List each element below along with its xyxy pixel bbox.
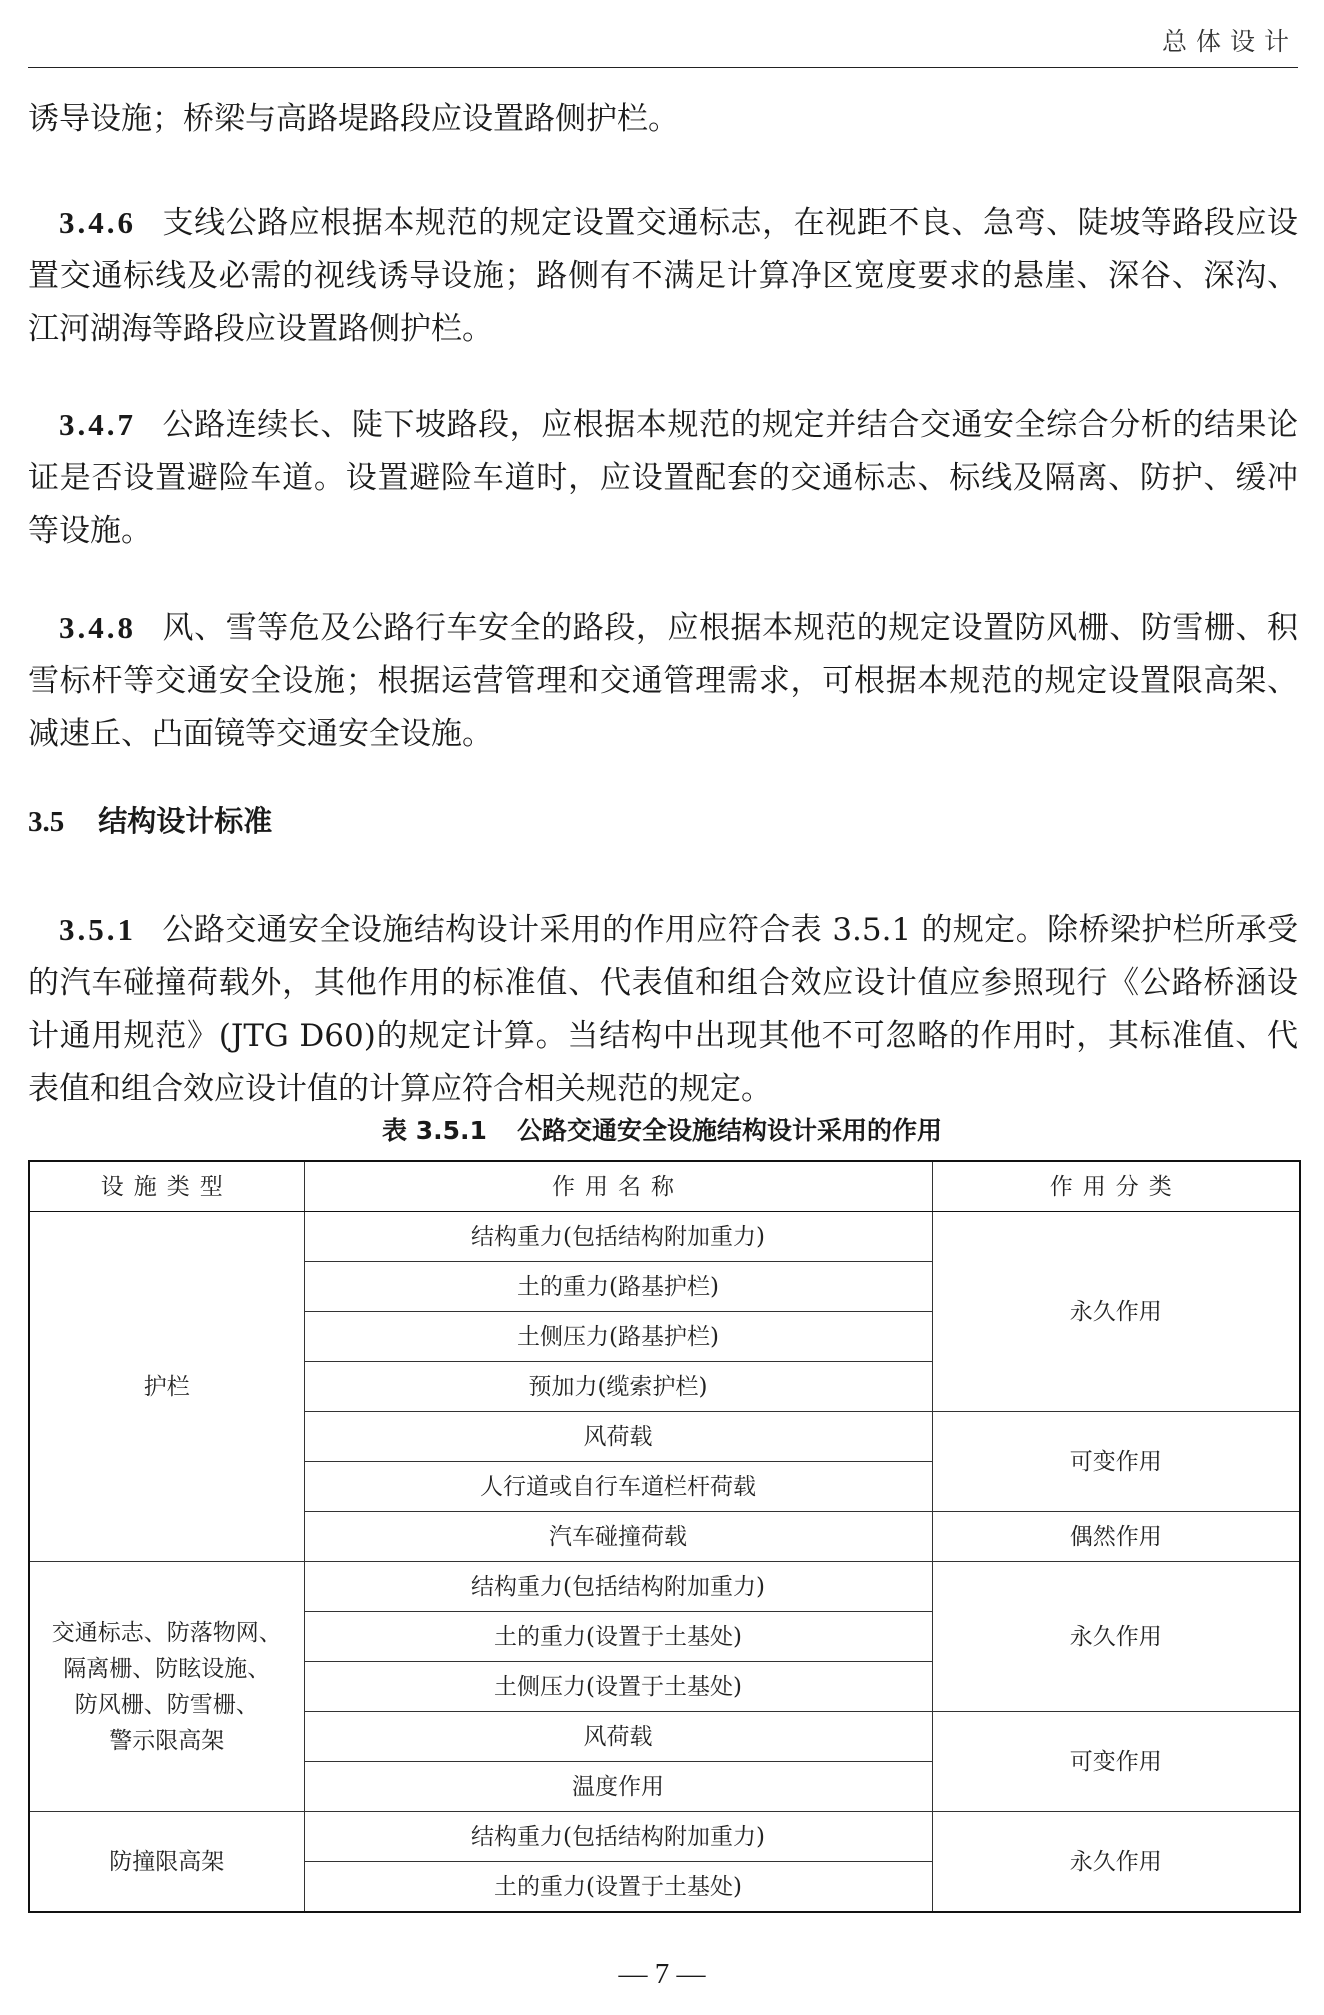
paragraph-continuation: 诱导设施；桥梁与高路堤路段应设置路侧护栏。 xyxy=(28,101,679,137)
clause-text: 风、雪等危及公路行车安全的路段，应根据本规范的规定设置防风栅、防雪栅、积雪标杆等交通安全设施；根据运营管理和交通管理需求，可根据本规范的规定设置限高架、减速丘、凸面镜等交通安全设施。 xyxy=(28,610,1298,752)
clause-number: 3.4.7 xyxy=(59,407,136,442)
facility-line: 交通标志、防落物网、 xyxy=(51,1619,282,1646)
header-facility-type: 设施类型 xyxy=(29,1161,304,1212)
clause-number: 3.5.1 xyxy=(59,912,136,947)
table-header-row xyxy=(29,1161,1300,1212)
facility-cell-signs xyxy=(29,1562,304,1812)
facility-line: 警示限高架 xyxy=(109,1727,225,1754)
category-cell: 永久作用 xyxy=(932,1812,1300,1913)
category-cell: 永久作用 xyxy=(932,1212,1300,1412)
action-cell: 汽车碰撞荷载 xyxy=(304,1512,932,1562)
action-cell: 预加力(缆索护栏) xyxy=(304,1362,932,1412)
action-cell: 风荷载 xyxy=(304,1712,932,1762)
category-cell: 永久作用 xyxy=(932,1562,1300,1712)
actions-table xyxy=(28,1160,1301,1913)
action-cell: 结构重力(包括结构附加重力) xyxy=(304,1812,932,1862)
facility-cell-anti-collision-height-limit: 防撞限高架 xyxy=(29,1812,304,1913)
section-number: 3.5 xyxy=(28,806,65,838)
action-cell: 土侧压力(路基护栏) xyxy=(304,1312,932,1362)
action-cell: 土的重力(设置于土基处) xyxy=(304,1862,932,1913)
facility-cell-guardrail: 护栏 xyxy=(29,1212,304,1562)
clause-number: 3.4.8 xyxy=(59,610,136,645)
table-caption xyxy=(0,1113,1324,1149)
clause-number: 3.4.6 xyxy=(59,205,136,240)
action-cell: 结构重力(包括结构附加重力) xyxy=(304,1562,932,1612)
table-caption-title: 公路交通安全设施结构设计采用的作用 xyxy=(516,1116,942,1145)
clause-text: 公路连续长、陡下坡路段，应根据本规范的规定并结合交通安全综合分析的结果论证是否设置避险车道。设置避险车道时，应设置配套的交通标志、标线及隔离、防护、缓冲等设施。 xyxy=(28,407,1298,549)
action-cell: 土侧压力(设置于土基处) xyxy=(304,1662,932,1712)
section-title: 结构设计标准 xyxy=(98,804,273,838)
clause-text: 支线公路应根据本规范的规定设置交通标志，在视距不良、急弯、陡坡等路段应设置交通标线及必需的视线诱导设施；路侧有不满足计算净区宽度要求的悬崖、深谷、深沟、江河湖海等路段应设置路侧护栏。 xyxy=(28,205,1298,347)
category-cell: 可变作用 xyxy=(932,1712,1300,1812)
action-cell: 结构重力(包括结构附加重力) xyxy=(304,1212,932,1262)
table-row xyxy=(29,1812,1300,1862)
table-row xyxy=(29,1212,1300,1262)
header-rule xyxy=(28,67,1298,68)
action-cell: 土的重力(路基护栏) xyxy=(304,1262,932,1312)
section-heading-3-5 xyxy=(28,801,272,842)
header-action-category: 作用分类 xyxy=(932,1161,1300,1212)
clause-3-4-6 xyxy=(28,196,1298,356)
clause-3-5-1 xyxy=(28,903,1298,1116)
facility-line: 隔离栅、防眩设施、 xyxy=(63,1655,271,1682)
facility-line: 防风栅、防雪栅、 xyxy=(74,1691,259,1718)
category-cell: 偶然作用 xyxy=(932,1512,1300,1562)
action-cell: 温度作用 xyxy=(304,1762,932,1812)
action-cell: 土的重力(设置于土基处) xyxy=(304,1612,932,1662)
running-header: 总体设计 xyxy=(1161,27,1298,56)
table-caption-number: 表 3.5.1 xyxy=(382,1116,487,1145)
action-cell: 人行道或自行车道栏杆荷载 xyxy=(304,1462,932,1512)
clause-3-4-8 xyxy=(28,601,1298,761)
clause-3-4-7 xyxy=(28,398,1298,558)
clause-text: 公路交通安全设施结构设计采用的作用应符合表 3.5.1 的规定。除桥梁护栏所承受的汽车碰撞荷载外，其他作用的标准值、代表值和组合效应设计值应参照现行《公路桥涵设计通用规范》(JTG D60)的规定计算。当结构中出现其他不可忽略的作用时，其标准值、代表值和组合效应设计值的计算应符合相关规范的规定。 xyxy=(28,912,1298,1107)
page-number: — 7 — xyxy=(618,1958,706,1990)
header-action-name: 作用名称 xyxy=(304,1161,932,1212)
action-cell: 风荷载 xyxy=(304,1412,932,1462)
category-cell: 可变作用 xyxy=(932,1412,1300,1512)
table-row xyxy=(29,1562,1300,1612)
